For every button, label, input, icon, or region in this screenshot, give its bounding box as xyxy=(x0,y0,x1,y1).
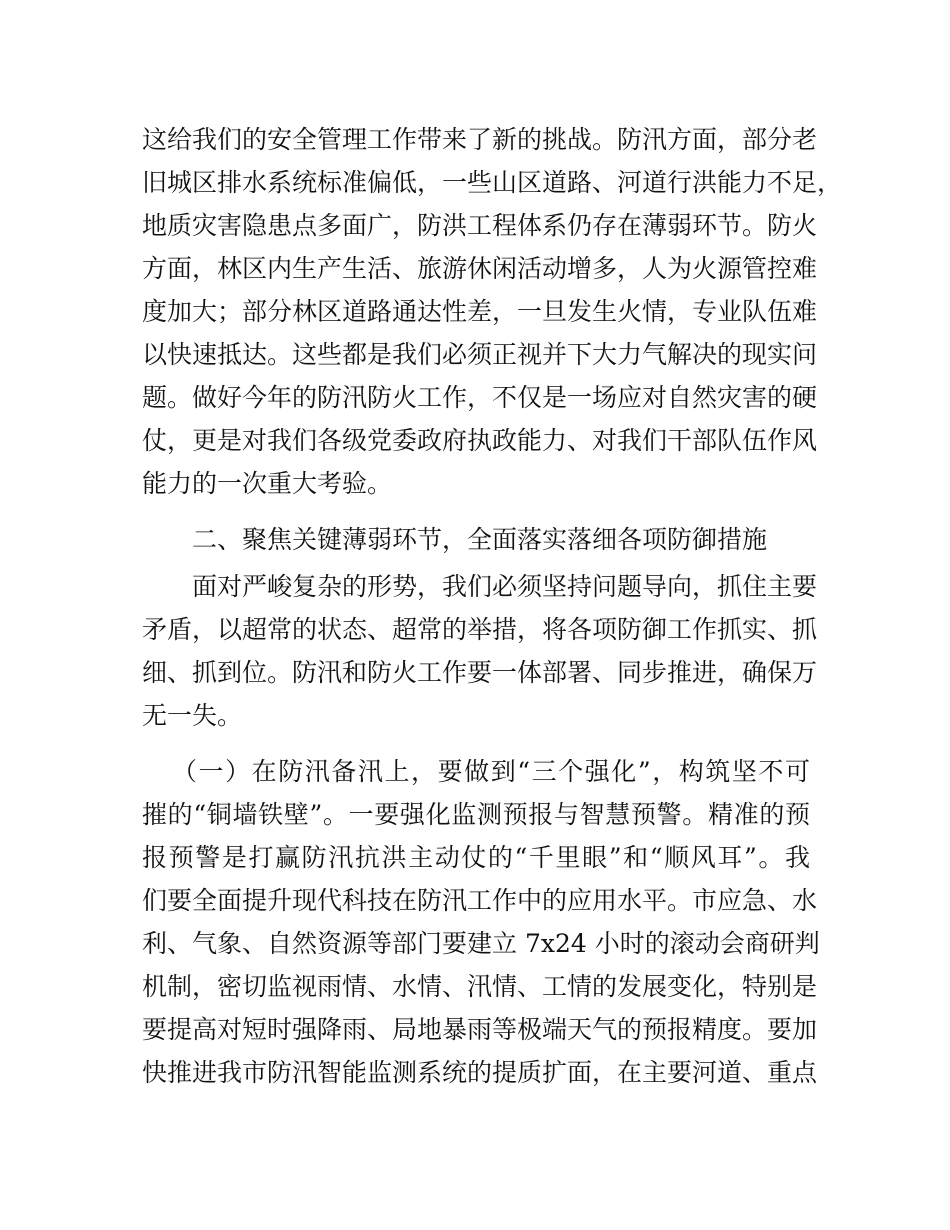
text-line: 要提高对短时强降雨、局地暴雨等极端天气的预报精度。要加 xyxy=(142,1015,818,1044)
paragraph-1 xyxy=(142,118,843,505)
paragraph-2 xyxy=(142,565,818,737)
text-line: 报预警是打赢防汛抗洪主动仗的“千里眼”和“顺风耳”。我 xyxy=(142,843,810,872)
text-line: 旧城区排水系统标准偏低，一些山区道路、河道行洪能力不足， xyxy=(142,168,843,197)
text-line: 地质灾害隐患点多面广，防洪工程体系仍存在薄弱环节。防火 xyxy=(142,211,818,240)
spacer xyxy=(142,737,810,750)
spacer xyxy=(142,505,810,518)
text-line: 题。做好今年的防汛防火工作，不仅是一场应对自然灾害的硬 xyxy=(142,383,818,412)
paragraph-3 xyxy=(142,750,820,1094)
text-line: 以快速抵达。这些都是我们必须正视并下大力气解决的现实问 xyxy=(142,340,818,369)
text-line: 方面，林区内生产生活、旅游休闲活动增多，人为火源管控难 xyxy=(142,254,818,283)
document-body xyxy=(142,118,843,1094)
text-line: 机制，密切监视雨情、水情、汛情、工情的发展变化，特别是 xyxy=(142,972,818,1001)
text-line: 度加大；部分林区道路通达性差，一旦发生火情，专业队伍难 xyxy=(142,297,818,326)
text-line: 细、抓到位。防汛和防火工作要一体部署、同步推进，确保万 xyxy=(142,658,818,687)
text-line: 仗，更是对我们各级党委政府执政能力、对我们干部队伍作风 xyxy=(142,426,818,455)
text-line: 无一失。 xyxy=(142,701,243,730)
text-line: 摧的“铜墙铁壁”。一要强化监测预报与智慧预警。精准的预 xyxy=(142,800,810,829)
text-line: 快推进我市防汛智能监测系统的提质扩面，在主要河道、重点 xyxy=(142,1058,818,1087)
heading-text: 二、聚焦关键薄弱环节，全面落实落细各项防御措施 xyxy=(192,525,768,554)
text-line: 矛盾，以超常的状态、超常的举措，将各项防御工作抓实、抓 xyxy=(142,615,818,644)
text-line: 面对严峻复杂的形势，我们必须坚持问题导向，抓住主要 xyxy=(192,572,818,601)
section-heading xyxy=(142,518,810,561)
text-line: 这给我们的安全管理工作带来了新的挑战。防汛方面，部分老 xyxy=(142,125,818,154)
text-line: 能力的一次重大考验。 xyxy=(142,469,393,498)
text-line: 利、气象、自然资源等部门要建立 7x24 小时的滚动会商研判 xyxy=(142,929,820,958)
text-line: 们要全面提升现代科技在防汛工作中的应用水平。市应急、水 xyxy=(142,886,818,915)
text-line: （一）在防汛备汛上，要做到“三个强化”，构筑坚不可 xyxy=(172,757,810,786)
